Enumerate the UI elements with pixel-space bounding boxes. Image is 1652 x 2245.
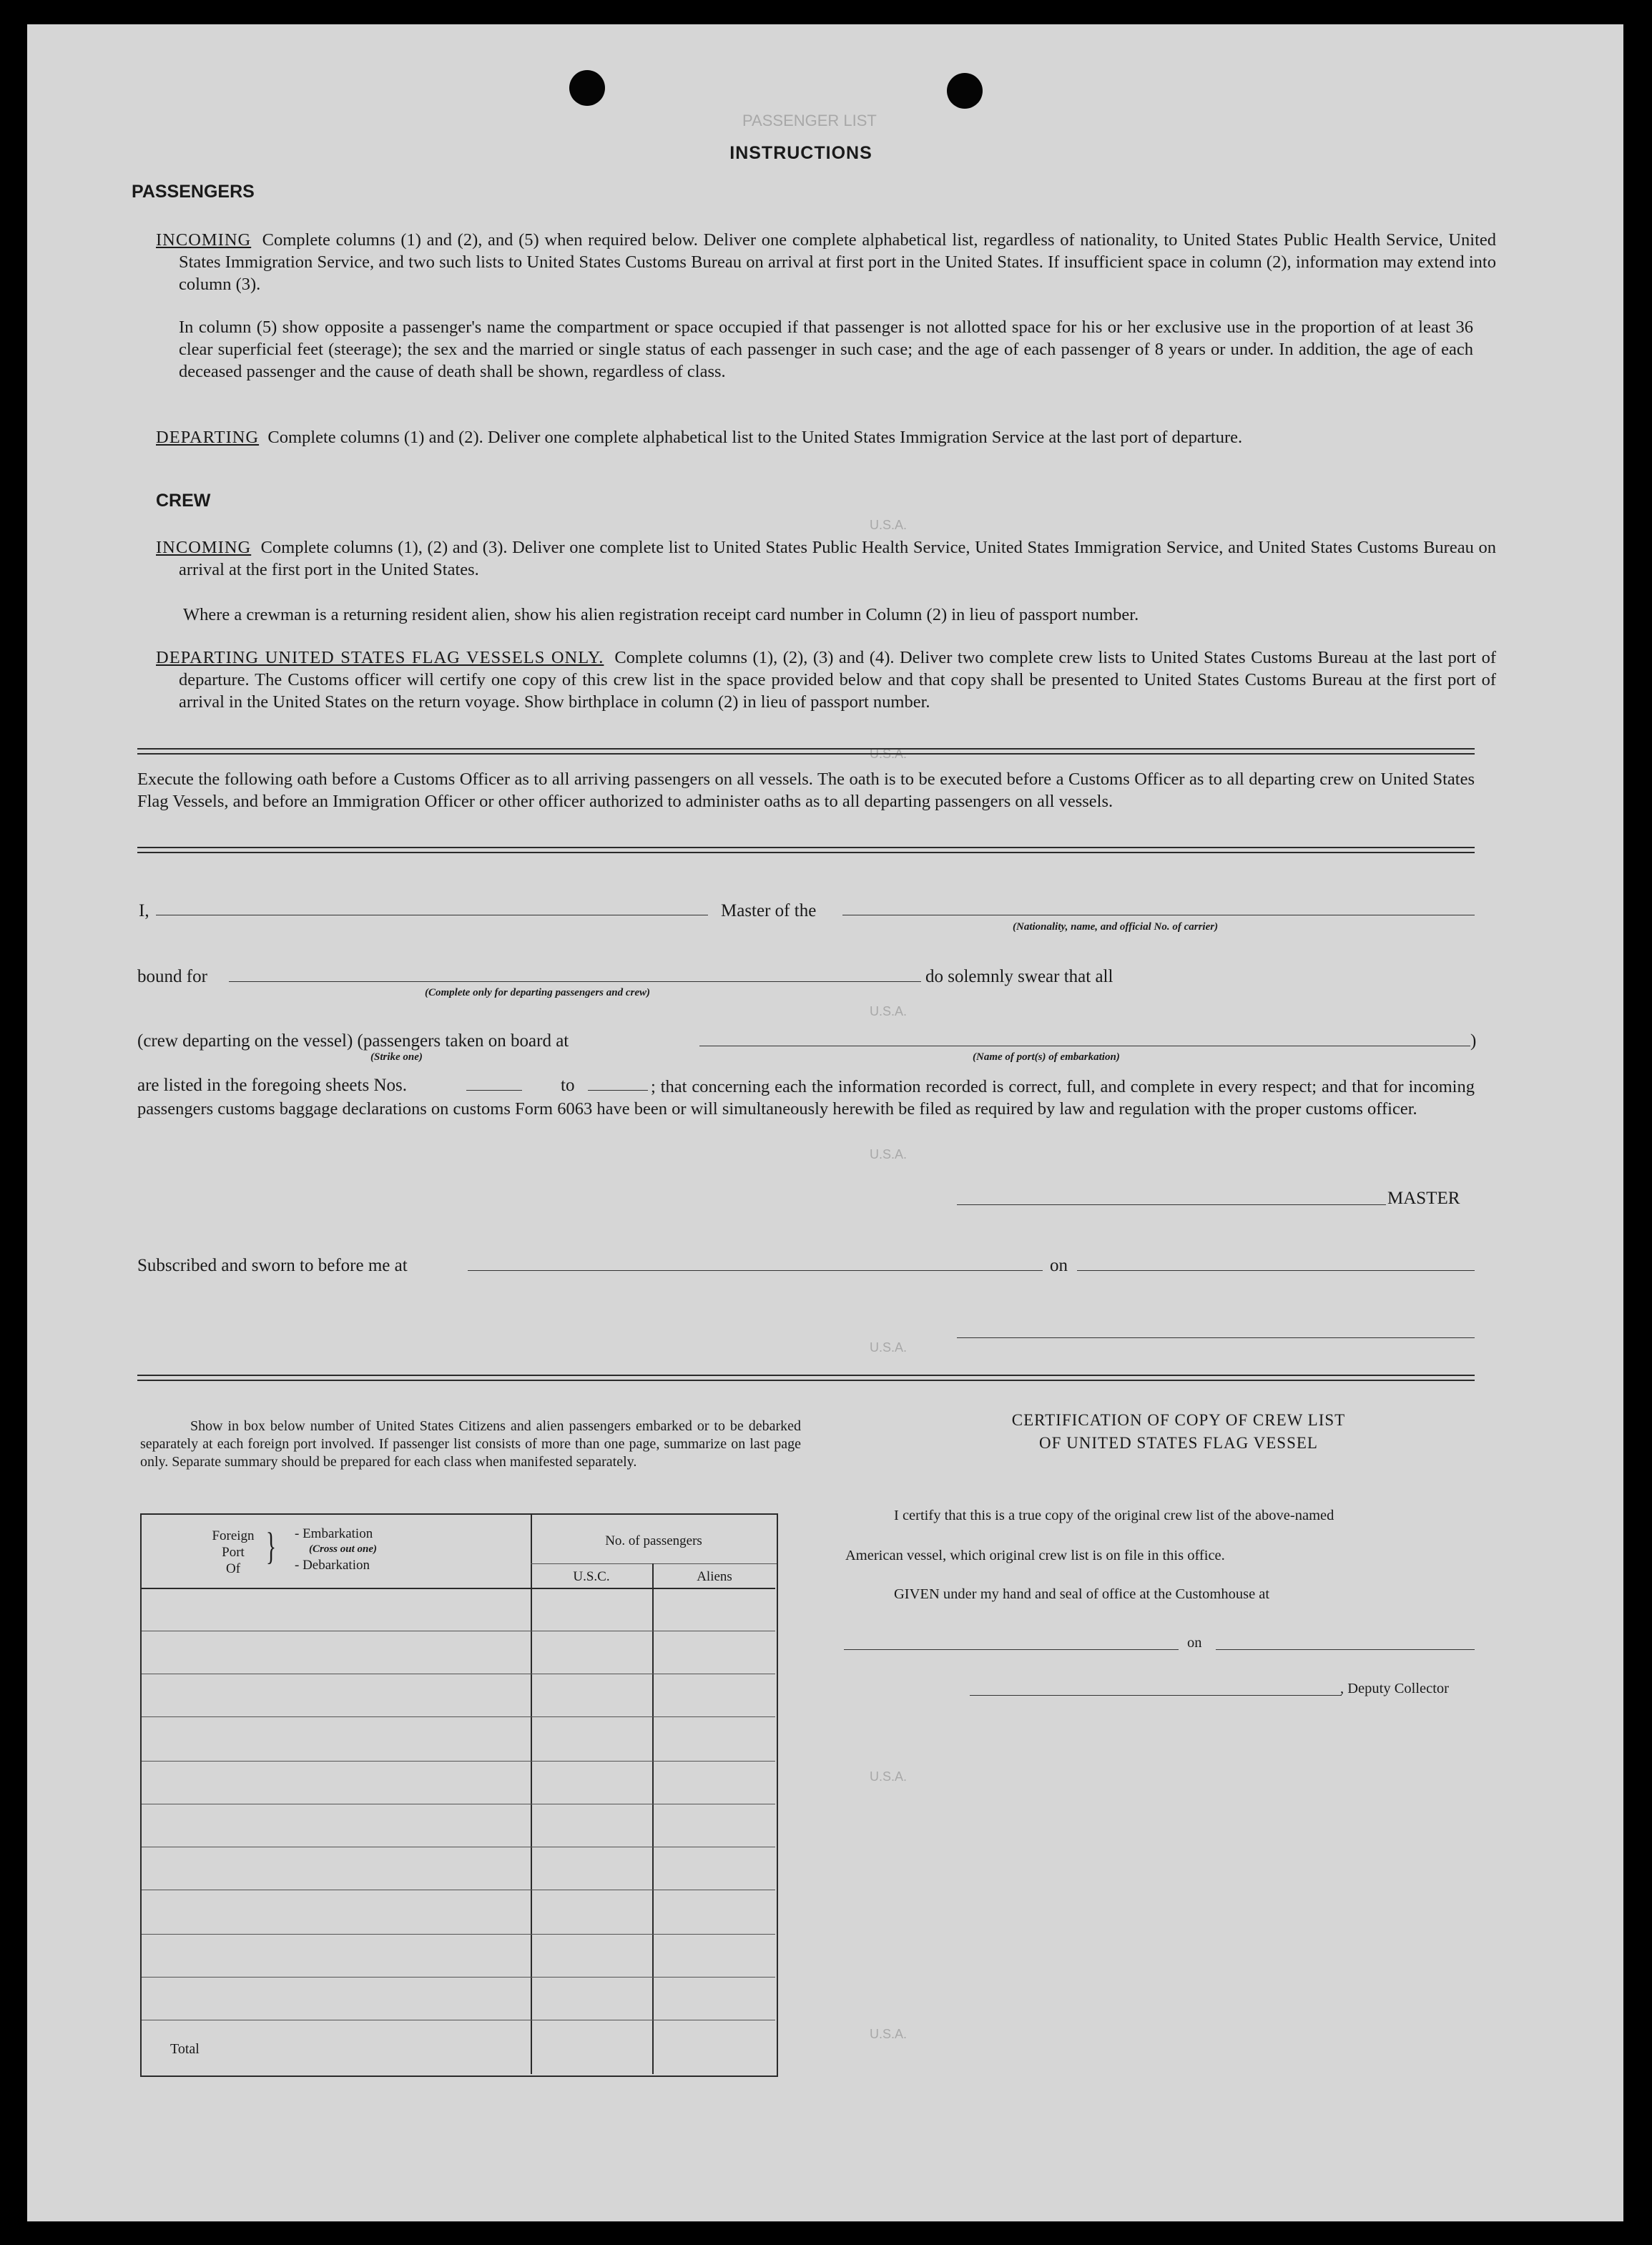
foreign-label: Foreign bbox=[212, 1528, 255, 1543]
deputy-collector-label: , Deputy Collector bbox=[1340, 1681, 1450, 1696]
cross-out-note: (Cross out one) bbox=[309, 1543, 378, 1555]
strike-note: (Strike one) bbox=[370, 1051, 423, 1063]
summary-instructions: Show in box below number of United States Citizens and alien passengers embarked or to be debarked separately at each foreign port involved. If passenger list consists of more than one page, summarize on last page only. Separate summary should be prepared for each class when manifested separately. bbox=[140, 1418, 801, 1470]
sworn-date-field[interactable] bbox=[1077, 1270, 1475, 1271]
usc-header: U.S.C. bbox=[573, 1569, 610, 1584]
sworn-on-label: on bbox=[1050, 1256, 1068, 1275]
section-divider bbox=[137, 1375, 1475, 1381]
close-paren: ) bbox=[1470, 1031, 1477, 1051]
table-row-line bbox=[142, 1761, 775, 1762]
section-divider bbox=[137, 847, 1475, 853]
crew-departing-text: Complete columns (1), (2), (3) and (4). Deliver two complete crew lists to United States Customs Bureau at the last port of departure. The Customs officer will certify one copy of this crew list in the space provided below and that copy shall be presented to United States Customs Bureau at the first port of arrival in the United States on the return voyage. Show birthplace in column (2) in lieu of passport number. bbox=[179, 648, 1496, 712]
port-label: Port bbox=[222, 1545, 245, 1560]
swear-label: do solemnly swear that all bbox=[925, 967, 1113, 986]
debarkation-label: - Debarkation bbox=[295, 1558, 370, 1573]
page-title: INSTRUCTIONS bbox=[729, 143, 872, 163]
document-page bbox=[27, 24, 1623, 2221]
bleed-through-text: U.S.A. bbox=[870, 518, 908, 532]
certification-heading-line-1: CERTIFICATION OF COPY OF CREW LIST bbox=[1011, 1411, 1346, 1429]
master-signature-field[interactable] bbox=[957, 1204, 1386, 1205]
passengers-incoming-text: Complete columns (1) and (2), and (5) when required below. Deliver one complete alphabetical list, regardless of nationality, to United States Public Health Service, United States Immigration Service, and two such lists to United States Customs Bureau on arrival at first port in the United States. If insufficient space in column (2), information may extend into column (3). bbox=[179, 230, 1496, 294]
bleed-through-heading: PASSENGER LIST bbox=[742, 112, 877, 129]
oath-i-label: I, bbox=[139, 901, 149, 920]
bleed-through-text: U.S.A. bbox=[870, 2027, 908, 2041]
bleed-through-text: U.S.A. bbox=[870, 1004, 908, 1018]
passengers-departing-text: Complete columns (1) and (2). Deliver one complete alphabetical list to the United States Immigration Service at the last port of departure. bbox=[267, 428, 1243, 447]
passengers-column5-paragraph: In column (5) show opposite a passenger's name the compartment or space occupied if that passenger is not allotted space for his or her exclusive use in the proportion of at least 36 clear superficial feet (steerage); the sex and the married or single status of each passenger in such case; and the age of each passenger of 8 years or under. In addition, the age of each deceased passenger and the cause of death shall be shown, regardless of class. bbox=[179, 318, 1473, 381]
passengers-heading: PASSENGERS bbox=[132, 182, 255, 202]
certification-heading-line-2: OF UNITED STATES FLAG VESSEL bbox=[1039, 1434, 1318, 1452]
officer-signature-field[interactable] bbox=[957, 1337, 1475, 1338]
of-label: Of bbox=[225, 1561, 241, 1576]
section-divider bbox=[137, 748, 1475, 755]
sworn-place-field[interactable] bbox=[468, 1270, 1043, 1271]
subscribed-label: Subscribed and sworn to before me at bbox=[137, 1256, 408, 1275]
listed-text bbox=[137, 1076, 1475, 1120]
table-row-line bbox=[142, 1588, 775, 1589]
passengers-departing-lead: DEPARTING bbox=[156, 428, 260, 447]
punch-hole-left bbox=[569, 70, 605, 106]
customhouse-field[interactable] bbox=[844, 1649, 1179, 1650]
embark-note: (Name of port(s) of embarkation) bbox=[973, 1051, 1120, 1063]
crew-incoming-lead: INCOMING bbox=[156, 538, 252, 557]
crew-resident-alien-paragraph: Where a crewman is a returning resident alien, show his alien registration receipt card number in Column (2) in lieu of passport number. bbox=[183, 605, 1139, 624]
crew-incoming-text: Complete columns (1), (2) and (3). Deliver one complete list to United States Public Health Service, United States Immigration Service, and United States Customs Bureau on arrival at the first port in the United States. bbox=[179, 538, 1497, 579]
bound-for-label: bound for bbox=[137, 967, 207, 986]
bleed-through-text: U.S.A. bbox=[870, 1147, 908, 1161]
certification-line-3: GIVEN under my hand and seal of office at the Customhouse at bbox=[894, 1586, 1270, 1602]
table-row-line bbox=[142, 1934, 775, 1935]
total-label: Total bbox=[170, 2041, 200, 2057]
deputy-signature-field[interactable] bbox=[970, 1695, 1342, 1696]
table-row-line bbox=[142, 1977, 775, 1978]
crew-departing-lead: DEPARTING UNITED STATES FLAG VESSELS ONLY. bbox=[156, 648, 604, 667]
foreign-port-header bbox=[205, 1528, 262, 1577]
column-divider bbox=[531, 1515, 532, 2074]
oath-instructions: Execute the following oath before a Customs Officer as to all arriving passengers on all vessels. The oath is to be executed before a Customs Officer as to all departing crew on United States Flag Vessels, and before an Immigration Officer or other officer authorized to administer oaths as to all departing passengers on all vessels. bbox=[137, 770, 1475, 811]
listed-label: are listed in the foregoing sheets Nos. bbox=[137, 1076, 407, 1095]
table-row-line bbox=[142, 1716, 775, 1717]
master-of-label: Master of the bbox=[721, 901, 817, 920]
embarkation-label: - Embarkation bbox=[295, 1526, 373, 1541]
bound-for-field[interactable] bbox=[229, 981, 921, 982]
certification-date-field[interactable] bbox=[1216, 1649, 1475, 1650]
passengers-incoming-paragraph bbox=[156, 229, 1496, 295]
carrier-note: (Nationality, name, and official No. of carrier) bbox=[1013, 921, 1219, 933]
brace-icon: } bbox=[265, 1525, 277, 1568]
bleed-through-text: U.S.A. bbox=[870, 1340, 908, 1355]
punch-hole-right bbox=[947, 73, 983, 109]
certification-on-label: on bbox=[1187, 1635, 1202, 1651]
crew-departing-label: (crew departing on the vessel) (passengers taken on board at bbox=[137, 1031, 569, 1051]
aliens-header: Aliens bbox=[697, 1569, 732, 1584]
bound-note: (Complete only for departing passengers and crew) bbox=[425, 987, 650, 998]
crew-departing-paragraph bbox=[156, 647, 1496, 713]
to-label: to bbox=[561, 1076, 575, 1095]
bleed-through-text: U.S.A. bbox=[870, 747, 908, 761]
master-label: MASTER bbox=[1387, 1189, 1460, 1208]
passengers-incoming-lead: INCOMING bbox=[156, 230, 252, 250]
certification-line-1: I certify that this is a true copy of the original crew list of the above-named bbox=[894, 1508, 1334, 1523]
column-divider bbox=[652, 1563, 654, 2074]
certification-heading bbox=[871, 1409, 1486, 1455]
listed-text-body: ; that concerning each the information recorded is correct, full, and complete in every respect; and that for incoming passengers customs baggage declarations on customs Form 6063 have been or will simultaneously herewith be filed as required by law and regulation with the proper customs officer. bbox=[137, 1077, 1475, 1119]
crew-incoming-paragraph bbox=[156, 536, 1496, 581]
crew-heading: CREW bbox=[156, 491, 211, 511]
certification-line-2: American vessel, which original crew list is on file in this office. bbox=[845, 1548, 1225, 1563]
no-of-passengers-header: No. of passengers bbox=[605, 1533, 702, 1548]
bleed-through-text: U.S.A. bbox=[870, 1769, 908, 1784]
passengers-departing-paragraph bbox=[156, 426, 1496, 448]
passenger-summary-table bbox=[140, 1513, 778, 2077]
header-divider bbox=[531, 1563, 777, 1564]
